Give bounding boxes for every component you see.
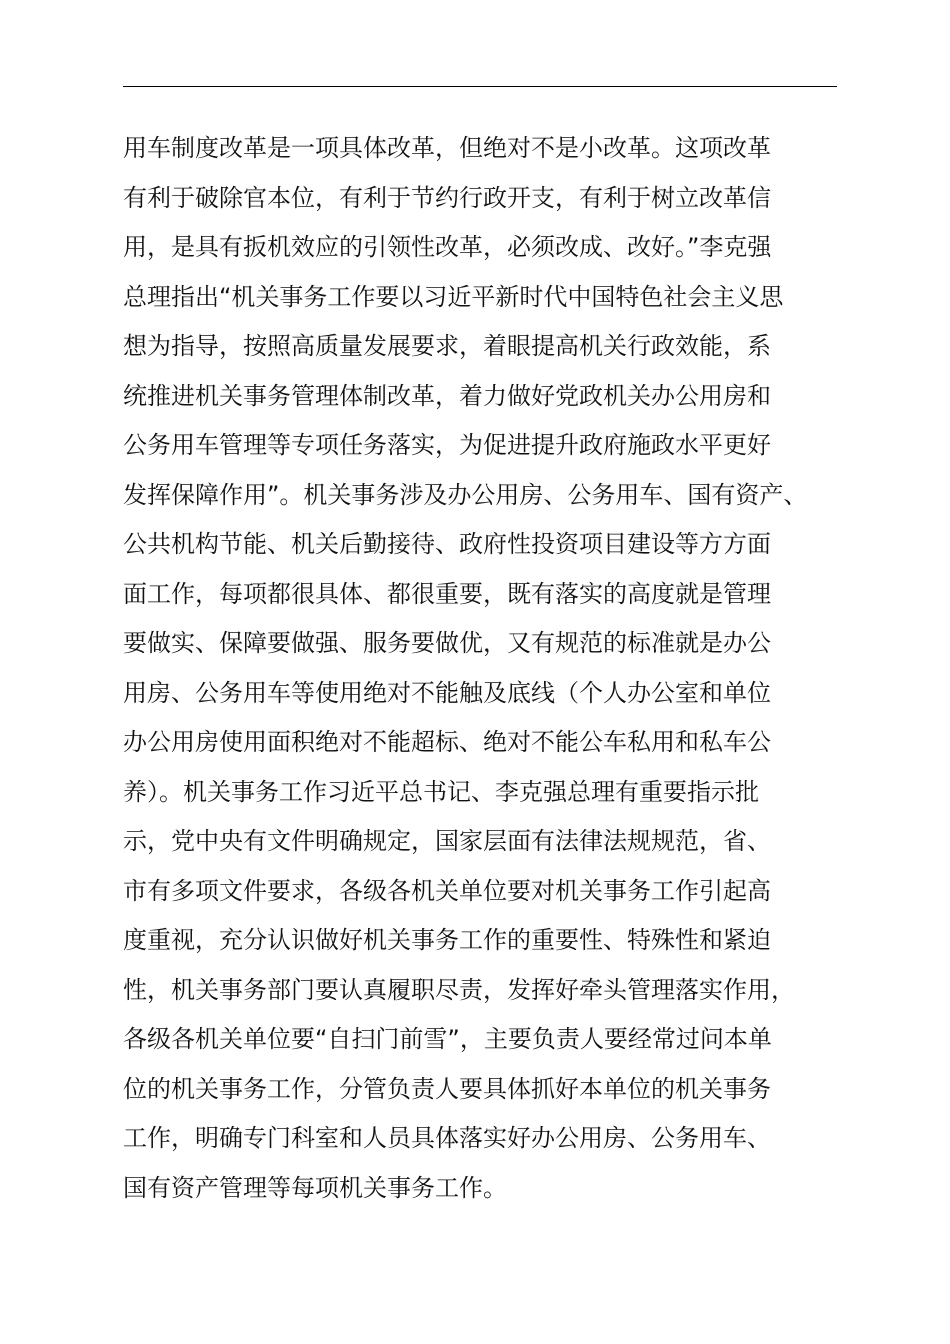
text-line: 公共机构节能、机关后勤接待、政府性投资项目建设等方方面 [123,530,771,558]
text-line: 总理指出“机关事务工作要以习近平新时代中国特色社会主义思 [123,282,784,311]
text-line: 面工作，每项都很具体、都很重要，既有落实的高度就是管理 [123,579,771,608]
body-paragraph [123,124,853,1213]
text-line: 工作，明确专门科室和人员具体落实好办公用房、公务用车、 [123,1124,771,1152]
text-line: 发挥保障作用”。机关事务涉及办公用房、公务用车、国有资产、 [123,480,808,509]
text-line: 公务用车管理等专项任务落实，为促进提升政府施政水平更好 [123,431,771,459]
text-line: 各级各机关单位要“自扫门前雪”，主要负责人要经常过问本单 [123,1025,772,1053]
text-line: 市有多项文件要求，各级各机关单位要对机关事务工作引起高 [123,876,771,905]
text-line: 想为指导，按照高质量发展要求，着眼提高机关行政效能，系 [123,332,771,360]
text-line: 度重视，充分认识做好机关事务工作的重要性、特殊性和紧迫 [123,926,771,954]
header-rule [123,86,837,87]
text-line: 养）。机关事务工作习近平总书记、李克强总理有重要指示批 [123,777,759,806]
text-line: 统推进机关事务管理体制改革，着力做好党政机关办公用房和 [123,381,771,410]
text-line: 用，是具有扳机效应的引领性改革，必须改成、改好。”李克强 [123,233,772,261]
text-line: 国有资产管理等每项机关事务工作。 [123,1173,507,1202]
text-line: 有利于破除官本位，有利于节约行政开支，有利于树立改革信 [123,183,771,212]
text-line: 要做实、保障要做强、服务要做优，又有规范的标准就是办公 [123,629,771,657]
text-line: 位的机关事务工作，分管负责人要具体抓好本单位的机关事务 [123,1074,771,1103]
text-line: 办公用房使用面积绝对不能超标、绝对不能公车私用和私车公 [123,728,771,756]
text-line: 用房、公务用车等使用绝对不能触及底线（个人办公室和单位 [123,678,771,707]
text-line: 示，党中央有文件明确规定，国家层面有法律法规规范，省、 [123,827,771,855]
text-line: 性，机关事务部门要认真履职尽责，发挥好牵头管理落实作用， [123,975,795,1004]
text-line: 用车制度改革是一项具体改革，但绝对不是小改革。这项改革 [123,134,771,162]
